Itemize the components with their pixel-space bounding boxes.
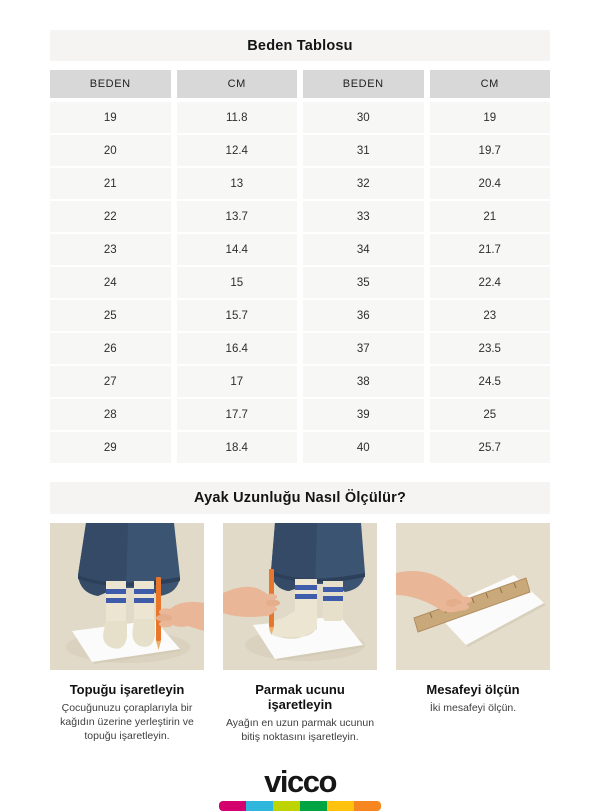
howto-figures <box>50 523 550 744</box>
table-cell: 23 <box>430 300 551 331</box>
table-cell: 35 <box>303 267 424 298</box>
table-cell: 17.7 <box>177 399 298 430</box>
table-cell: 40 <box>303 432 424 463</box>
table-cell: 34 <box>303 234 424 265</box>
step-description: İki mesafeyi ölçün. <box>429 702 517 714</box>
table-cell: 39 <box>303 399 424 430</box>
table-cell: 26 <box>50 333 171 364</box>
table-cell: 23 <box>50 234 171 265</box>
table-cell: 25 <box>430 399 551 430</box>
brand-stripe-segment <box>354 801 381 811</box>
brand-footer <box>50 766 550 811</box>
step-title: Topuğu işaretleyin <box>69 682 185 697</box>
column-header: CM <box>177 70 298 98</box>
table-cell: 16.4 <box>177 333 298 364</box>
brand-stripe-segment <box>219 801 246 811</box>
table-cell: 15 <box>177 267 298 298</box>
step-title: Mesafeyi ölçün <box>426 682 520 697</box>
table-cell: 21 <box>50 168 171 199</box>
mark-toe-photo <box>223 523 377 670</box>
table-cell: 38 <box>303 366 424 397</box>
howto-step-2 <box>223 523 377 744</box>
table-cell: 13.7 <box>177 201 298 232</box>
table-cell: 19.7 <box>430 135 551 166</box>
table-cell: 24.5 <box>430 366 551 397</box>
brand-stripe-segment <box>246 801 273 811</box>
table-cell: 21 <box>430 201 551 232</box>
mark-heel-photo <box>50 523 204 670</box>
table-cell: 19 <box>50 102 171 133</box>
brand-stripe <box>219 801 381 811</box>
brand-stripe-segment <box>273 801 300 811</box>
table-cell: 18.4 <box>177 432 298 463</box>
brand-stripe-segment <box>300 801 327 811</box>
brand-logo: vicco <box>264 764 336 800</box>
table-cell: 27 <box>50 366 171 397</box>
table-cell: 32 <box>303 168 424 199</box>
table-cell: 25 <box>50 300 171 331</box>
howto-step-1 <box>50 523 204 744</box>
table-cell: 24 <box>50 267 171 298</box>
table-cell: 23.5 <box>430 333 551 364</box>
table-cell: 14.4 <box>177 234 298 265</box>
table-cell: 19 <box>430 102 551 133</box>
column-header: BEDEN <box>50 70 171 98</box>
size-table-title-bar <box>50 30 550 61</box>
table-cell: 20.4 <box>430 168 551 199</box>
table-cell: 25.7 <box>430 432 551 463</box>
table-cell: 30 <box>303 102 424 133</box>
size-table-body <box>50 102 550 463</box>
column-header: CM <box>430 70 551 98</box>
step-description: Ayağın en uzun parmak ucunun bitiş noktasını işaretleyin. <box>225 717 375 744</box>
size-table-header-row <box>50 70 550 98</box>
brand-stripe-segment <box>327 801 354 811</box>
step-description: Çocuğunuzu çoraplarıyla bir kağıdın üzerine yerleştirin ve topuğu işaretleyin. <box>60 702 194 743</box>
table-cell: 37 <box>303 333 424 364</box>
table-cell: 33 <box>303 201 424 232</box>
table-cell: 29 <box>50 432 171 463</box>
howto-title-bar <box>50 482 550 514</box>
howto-title: Ayak Uzunluğu Nasıl Ölçülür? <box>193 490 407 506</box>
table-cell: 15.7 <box>177 300 298 331</box>
table-cell: 11.8 <box>177 102 298 133</box>
howto-step-3 <box>396 523 550 744</box>
size-table-title: Beden Tablosu <box>247 37 353 54</box>
table-cell: 20 <box>50 135 171 166</box>
measure-distance-photo <box>396 523 550 670</box>
step-title: Parmak ucunu işaretleyin <box>255 682 345 712</box>
table-cell: 28 <box>50 399 171 430</box>
table-cell: 21.7 <box>430 234 551 265</box>
table-cell: 36 <box>303 300 424 331</box>
table-cell: 17 <box>177 366 298 397</box>
table-cell: 31 <box>303 135 424 166</box>
column-header: BEDEN <box>303 70 424 98</box>
table-cell: 13 <box>177 168 298 199</box>
size-table <box>50 70 550 463</box>
table-cell: 22.4 <box>430 267 551 298</box>
table-cell: 12.4 <box>177 135 298 166</box>
table-cell: 22 <box>50 201 171 232</box>
